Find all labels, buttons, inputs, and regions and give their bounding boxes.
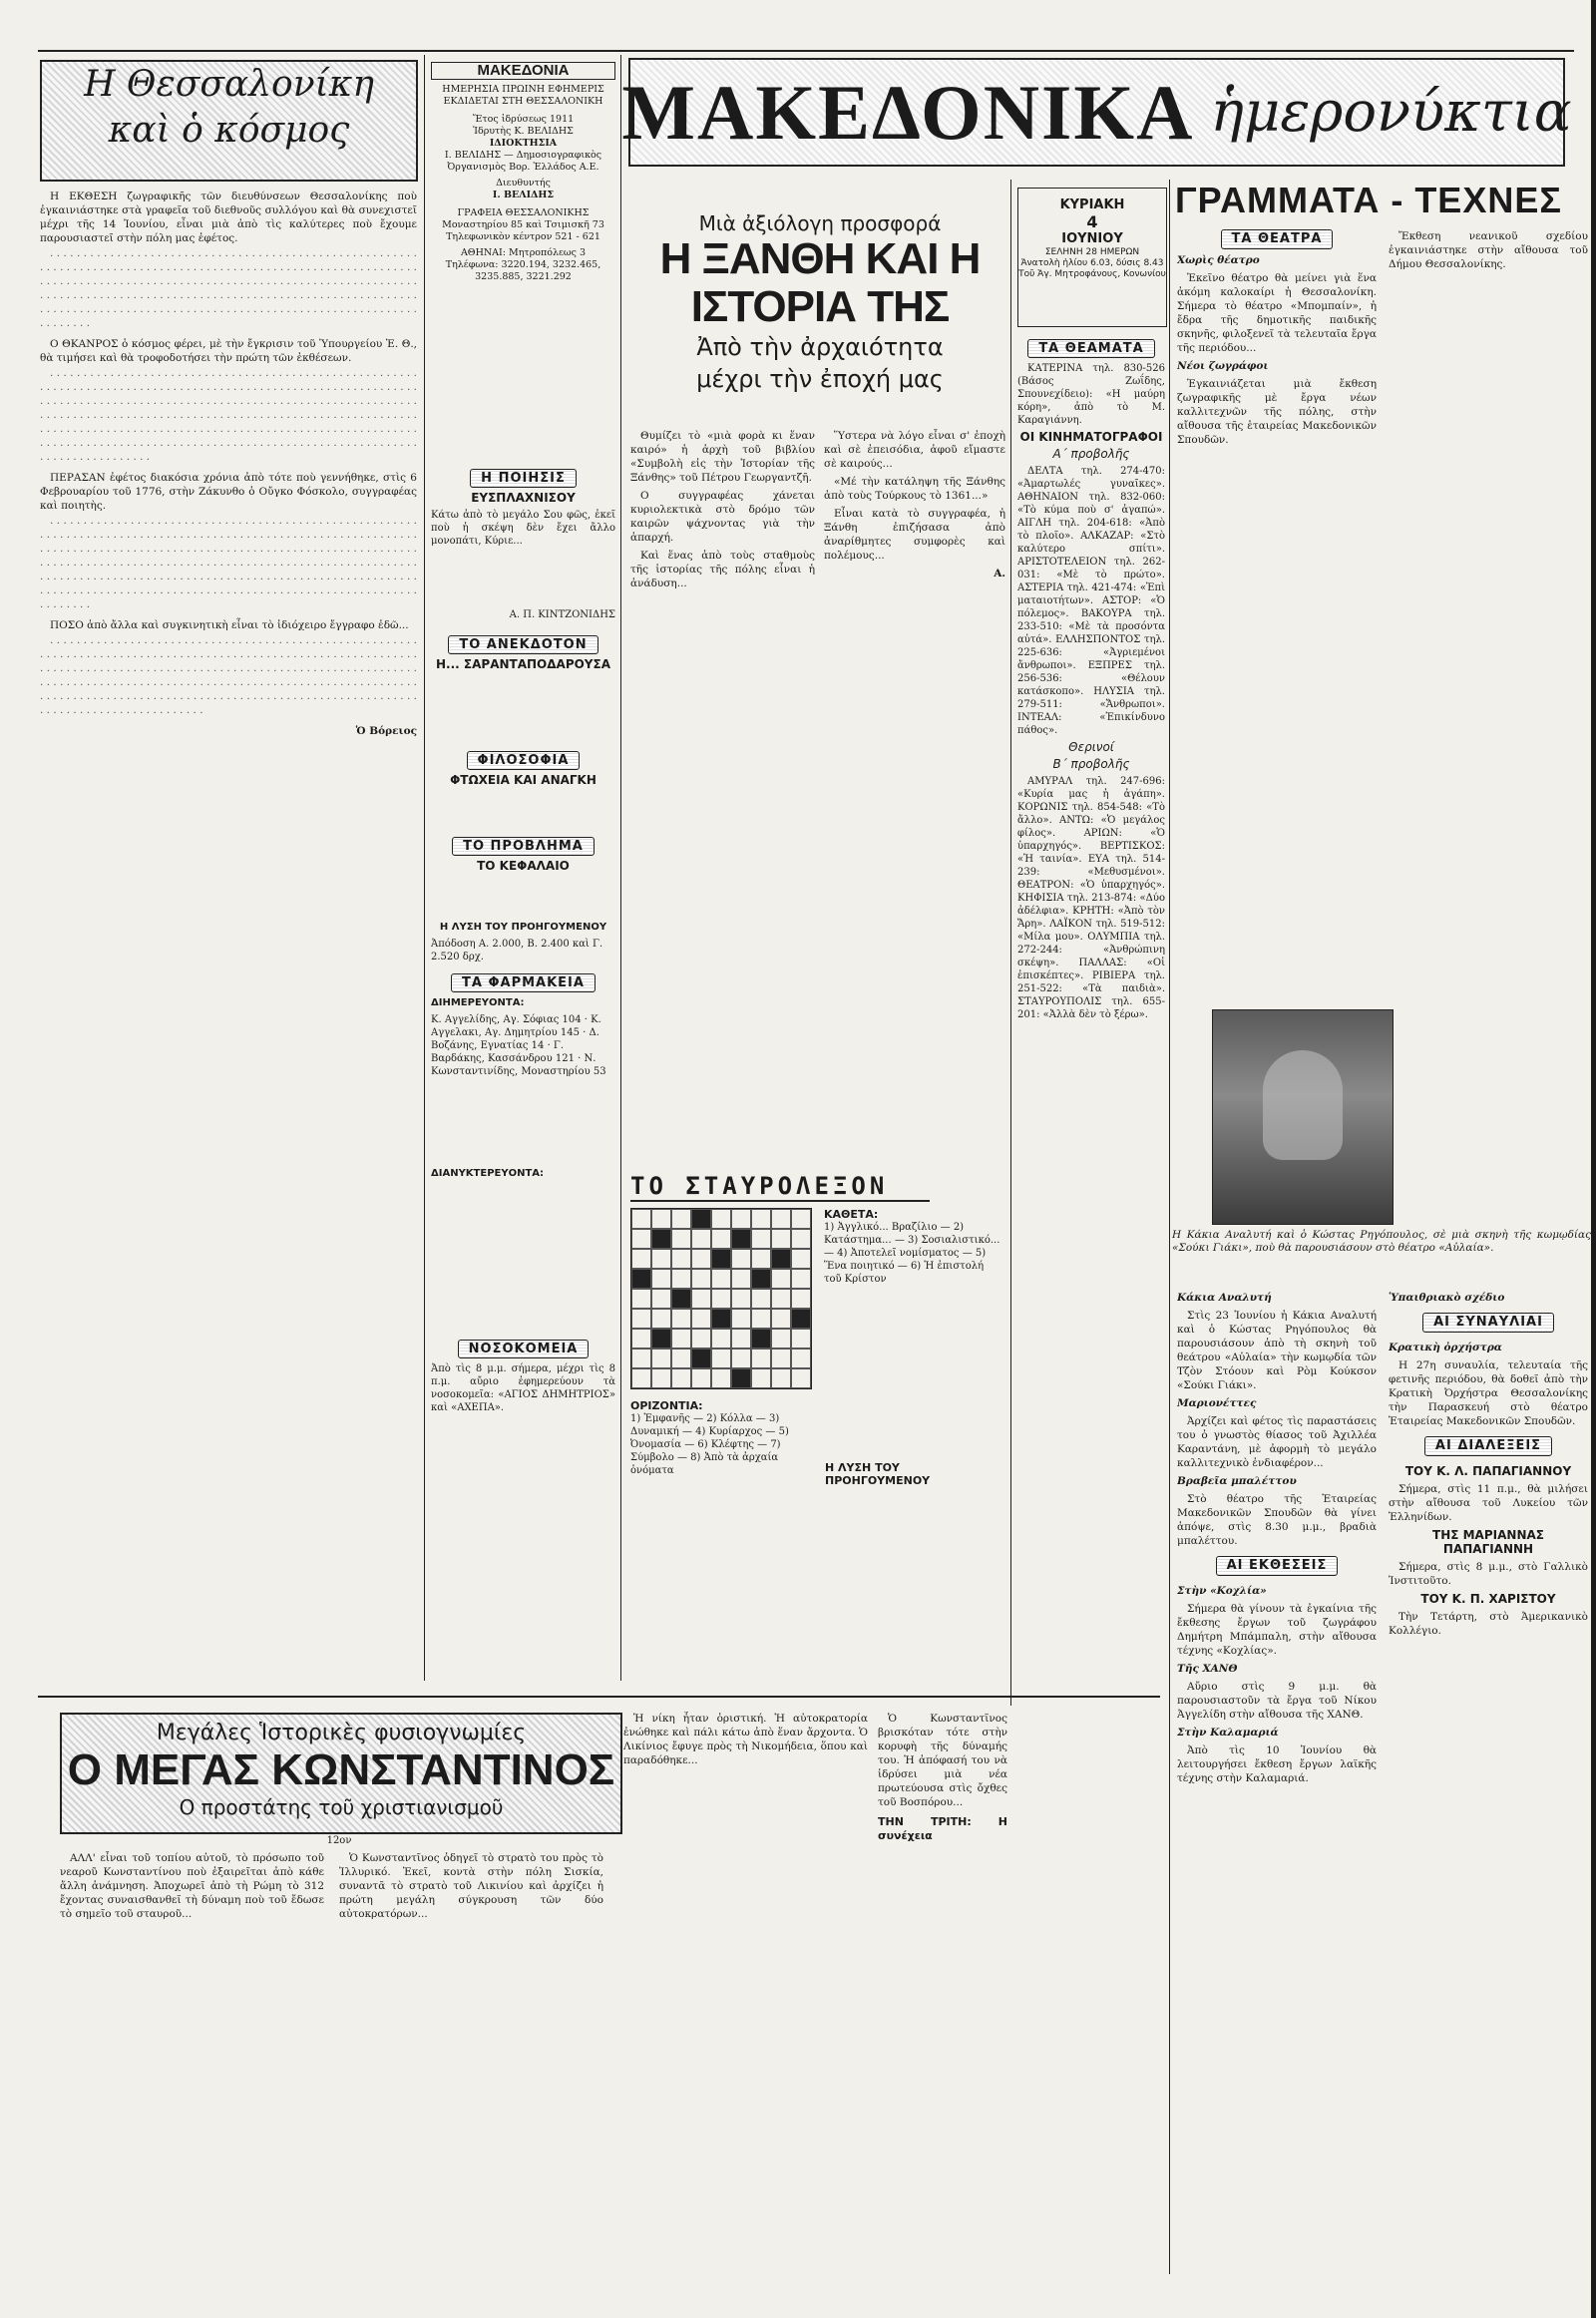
xanthi-sub1: Ἀπὸ τὴν ἀρχαιότητα: [696, 333, 944, 361]
konst-text-1: ΑΛΛ' εἶναι τοῦ τοπίου αὐτοῦ, τὸ πρόσωπο τοῦ νεαροῦ Κωνσταντίνου ποὺ ἐξαιρεῖται ἀπὸ κάθε ἄλλη ἀνάμνηση. Ἀποχωρεῖ ἀπὸ τὴ Ρώμη τὸ 312 ἔχοντας συναισθανθεῖ τὴ δύναμη ποὺ τοῦ ἔδωσε τὸ σημεῖο τοῦ σταυροῦ...: [60, 1852, 324, 1920]
theatre-text: Ἐκεῖνο θέατρο θὰ μείνει γιὰ ἕνα ἀκόμη καλοκαίρι ἡ Θεσσαλονίκη. Σήμερα τὸ θέατρο «Μπομπαίν», ἡ ἔδρα τῆς δημοτικῆς παιδικῆς σκηνῆς, φιλοξενεῖ τὰ τελευταῖα ἔργα τῆς περιόδου...: [1177, 272, 1377, 354]
cinemas-list-2: ΑΜΥΡΑΛ τηλ. 247-696: «Κυρία μας ἡ ἀγάπη». ΚΟΡΩΝΙΣ τηλ. 854-548: «Τὸ ἄλλο». ΑΝΤΩ: «Ὁ μεγάλος φίλος». ΑΡΙΩΝ: «Ὁ ὑπαρχηγός». ΒΕΡΤΙΣΚΟΣ: «Ἡ ταινία». ΕΥΑ τηλ. 514-239: «Μεθυσμένοι». ΘΕΑΤΡΟΝ: «Ὁ ὑπαρχηγός». ΚΗΦΙΣΙΑ τηλ. 213-874: «Δύο ἀδέλφια». ΚΡΗΤΗ: «Ἀπὸ τὸν Ἄρη». ΛΑΪΚΟΝ τηλ. 519-512: «Μίλα μου». ΟΛΥΜΠΙΑ τηλ. 272-244: «Ἀνθρώπινη σκέψη». ΠΑΛΛΑΣ: «Οἱ ἐπισκέπτες». ΡΙΒΙΕΡΑ τηλ. 251-522: «Τὰ παιδιὰ». ΣΤΑΥΡΟΥΠΟΛΙΣ τηλ. 655-201: «Ἀλλὰ δὲν τὸ ξέρω».: [1017, 776, 1165, 1020]
first-run-head: Α΄ προβολῆς: [1052, 447, 1130, 461]
paper-info: [431, 62, 615, 283]
konst-part: 12ον: [326, 1835, 352, 1846]
poetry-title: ΕΥΣΠΛΑΧΝΙΣΟΥ: [471, 491, 576, 505]
pharmacies-head: ΤΑ ΦΑΡΜΑΚΕΙΑ: [451, 973, 596, 992]
concerts-head: ΑΙ ΣΥΝΑΥΛΙΑΙ: [1422, 1313, 1554, 1333]
anecdote-head: ΤΟ ΑΝΕΚΔΟΤΟΝ: [448, 635, 598, 654]
lecture1-text: Σήμερα, στὶς 11 π.μ., θὰ μιλήσει στὴν αἴθουσα τοῦ Λυκείου τῶν Ἑλληνίδων.: [1389, 1483, 1588, 1523]
date-box: [1017, 188, 1167, 327]
crossword-grid: [630, 1208, 812, 1389]
xanthi-sig: Α.: [994, 568, 1005, 580]
masthead: [621, 58, 1572, 167]
konst-kicker: Μεγάλες Ἱστορικὲς φυσιογνωμίες: [156, 1721, 527, 1745]
arts-col-left-lower: [1177, 1287, 1377, 2284]
kochlias-sub: Στὴν «Κοχλία»: [1177, 1585, 1267, 1597]
xanthi-p3: Ὕστερα νὰ λόγο εἶναι σ' ἐποχὴ καὶ σὲ ἐπεισόδια, ἀφοῦ εἴμαστε σὲ καιρούς...: [824, 430, 1005, 470]
expo-sub: Ὑπαιθριακὸ σχέδιο: [1389, 1292, 1505, 1304]
poetry-text: Κάτω ἀπὸ τὸ μεγάλο Σου φῶς, ἐκεῖ ποὺ ἡ σκέψη δὲν ἔχει ἄλλο μονοπάτι, Κύριε...: [431, 510, 615, 547]
marionettes-text: Ἀρχίζει καὶ φέτος τὶς παραστάσεις του ὁ γνωστὸς θίασος τοῦ Ἀχιλλέα Καραντάνη, μὲ ἀφορμὴ τὸ μεγάλο καλλιτεχνικὸ ἐνδιαφέρον...: [1177, 1415, 1377, 1469]
xanthi-p4: Καὶ ἕνας ἀπὸ τοὺς σταθμοὺς τῆς ἱστορίας τῆς πόλης εἶναι ἡ ἀνάδυση...: [630, 550, 815, 589]
page-edge: [1591, 0, 1596, 2318]
lecture3-text: Τὴν Τετάρτη, στὸ Ἀμερικανικὸ Κολλέγιο.: [1389, 1611, 1588, 1637]
left-para-1: Η ΕΚΘΕΣΗ ζωγραφικῆς τῶν διευθύνσεων Θεσσαλονίκης ποὺ ἐγκαινιάστηκε στὰ γραφεῖα τοῦ διεθνοῦς συλλόγου καὶ θὰ συνεχιστεῖ μέχρι τῆς 14 Ἰουνίου, εἶναι μιὰ ἀπὸ τὶς καλύτερες ποὺ ἔχουμε παρουσιαστεῖ στὴν πόλη μας ἐφέτος.: [40, 191, 417, 244]
xano-sub: Τῆς ΧΑΝΘ: [1177, 1663, 1238, 1675]
paper-founder: Ἱδρυτὴς Κ. ΒΕΛΙΔΗΣ: [473, 126, 574, 137]
xanthi-col-1: [630, 429, 815, 1157]
problem-title: ΤΟ ΚΕΦΑΛΑΙΟ: [477, 859, 570, 873]
marionettes-sub: Μαριονέττες: [1177, 1397, 1257, 1409]
lectures-head: ΑΙ ΔΙΑΛΕΞΕΙΣ: [1424, 1436, 1552, 1456]
xanthi-headline: [630, 211, 1009, 395]
kalamaria-text: Ἀπὸ τὶς 10 Ἰουνίου θὰ λειτουργήσει ἔκθεση ἔργων λαϊκῆς τέχνης στὴν Καλαμαριά.: [1177, 1744, 1377, 1784]
crossword-down-text: 1) Ἀγγλικό... Βραζίλιο — 2) Κατάστημα... — 3) Σοσιαλιστικό... — 4) Ἀποτελεῖ νομίσματος — 5) Ἕνα ποιητικό — 6) Ἡ ἐπιστολή τοῦ Κρίστον: [824, 1222, 1000, 1285]
crossword-solution-head: Η ΛΥΣΗ ΤΟΥ ΠΡΟΗΓΟΥΜΕΝΟΥ: [825, 1461, 931, 1487]
paper-founded: Ἔτος ἱδρύσεως 1911: [472, 114, 575, 125]
konst-title: Ο ΜΕΓΑΣ ΚΩΝΣΤΑΝΤΙΝΟΣ: [67, 1745, 615, 1794]
date-sun: Ἀνατολὴ ἡλίου 6.03, δύσις 8.43: [1020, 258, 1164, 268]
philosophy-head: ΦΙΛΟΣΟΦΙΑ: [467, 751, 581, 770]
paper-ownership: ΙΔΙΟΚΤΗΣΙΑ: [489, 138, 558, 149]
kochlias-text: Σήμερα θὰ γίνουν τὰ ἐγκαίνια τῆς ἔκθεσης ἔργων τοῦ ζωγράφου Δημήτρη Μπάμπαλη, στὴν αἴθουσα τέχνης «Κοχλίας».: [1177, 1603, 1377, 1657]
school-sub: Βραβεῖα μπαλέττου: [1177, 1475, 1297, 1487]
date-saints: Τοῦ Ἁγ. Μητροφάνους, Κονωνίου: [1018, 269, 1166, 279]
konst-text-3: Ἡ νίκη ἦταν ὁριστική. Ἡ αὐτοκρατορία ἐνώθηκε καὶ πάλι κάτω ἀπὸ ἕναν ἄρχοντα. Ὁ Λικίνιος ἔφυγε πρὸς τὴ Νικομήδεια, ὅπου καὶ παραδόθηκε...: [623, 1713, 868, 1766]
kakia-sub: Κάκια Αναλυτή: [1177, 1292, 1272, 1304]
paper-athens: ΑΘΗΝΑΙ: Μητροπόλεως 3: [460, 247, 587, 258]
column-rule-2: [620, 55, 621, 1681]
xanthi-title: Η ΞΑΝΘΗ ΚΑΙ Η ΙΣΤΟΡΙΑ ΤΗΣ: [659, 234, 981, 331]
concert-sub: Κρατικὴ ὀρχήστρα: [1389, 1342, 1502, 1353]
cinemas-list-1: ΔΕΛΤΑ τηλ. 274-470: «Ἀμαρτωλές γυναῖκες». ΑΘΗΝΑΙΟΝ τηλ. 832-060: «Τὸ κύμα ποὺ σ' ἀγαπώ». ΑΙΓΛΗ τηλ. 204-618: «Ἀπὸ τὸ πλοῖο». ΑΛΚΑΖΑΡ: «Στὸ καλύτερο σπίτι». ΑΡΙΣΤΟΤΕΛΕΙΟΝ τηλ. 262-031: «Μὲ τὸ πρώτο». ΑΣΤΕΡΙΑ τηλ. 421-474: «Ἐπὶ ματαιοτήτων». ΑΣΤΟΡ: «Ὁ πόλεμος». ΒΑΚΟΥΡΑ τηλ. 233-510: «Μὲ τὰ προσόντα αὐτά». ΕΛΛΗΣΠΟΝΤΟΣ τηλ. 225-636: «Ἀγριεμένοι ἄνθρωποι». ΕΞΠΡΕΣ τηλ. 256-536: «Θέλουν κατάσκοπο». ΗΛΥΣΙΑ τηλ. 279-511: «Ἄνθρωποι». ΙΝΤΕΑΛ: «Ἐπικίνδυνο πάθος».: [1017, 466, 1165, 736]
paper-publisher: Ι. ΒΕΛΙΔΗΣ — Δημοσιογραφικὸς Ὀργανισμὸς Βορ. Ἑλλάδος Α.Ε.: [444, 150, 602, 173]
theatre-photo: [1212, 1009, 1394, 1225]
paper-subtitle: ΗΜΕΡΗΣΙΑ ΠΡΩΙΝΗ ΕΦΗΜΕΡΙΣ ΕΚΔΙΔΕΤΑΙ ΣΤΗ ΘΕΣΣΑΛΟΝΙΚΗ: [442, 84, 604, 107]
banner-line2: καὶ ὁ κόσμος: [108, 110, 350, 151]
column-rule-3: [1010, 180, 1011, 1706]
konst-col-3: [623, 1712, 868, 2280]
problem-solution-head: Η ΛΥΣΗ ΤΟΥ ΠΡΟΗΓΟΥΜΕΝΟΥ: [439, 922, 607, 933]
date-day: ΚΥΡΙΑΚΗ: [1059, 197, 1125, 212]
column-rule-4: [1169, 180, 1170, 2274]
shows-head: ΤΑ ΘΕΑΜΑΤΑ: [1027, 339, 1154, 358]
paper-logo: ΜΑΚΕΔΟΝΙΑ: [431, 62, 615, 80]
anecdote-title: Η... ΣΑΡΑΝΤΑΠΟΔΑΡΟΥΣΑ: [436, 657, 610, 671]
exhibits-head: ΑΙ ΕΚΘΕΣΕΙΣ: [1216, 1556, 1339, 1576]
konst-col-1: [60, 1851, 324, 2280]
photo-caption: Η Κάκια Αναλυτή καὶ ὁ Κώστας Ρηγόπουλος, σὲ μιὰ σκηνὴ τῆς κωμῳδίας «Σούκι Γιάκι», ποὺ θὰ παρουσιάσουν στὸ θέατρο «Αὐλαία».: [1172, 1229, 1591, 1254]
xanthi-p5: «Μέ τὴν κατάληψη τῆς Ξάνθης ἀπὸ τοὺς Τούρκους τὸ 1361...»: [824, 476, 1005, 502]
konst-col-4: [878, 1712, 1007, 2280]
lecture2-head: ΤΗΣ ΜΑΡΙΑΝΝΑΣ ΠΑΠΑΓΙΑΝΝΗ: [1432, 1528, 1544, 1556]
crossword-across-text: 1) Ἐμφανῆς — 2) Κόλλα — 3) Δυναμική — 4) Κυρίαρχος — 5) Ὀνομασία — 6) Κλέφτης — 7) Σύμβολο — 8) Ἀπὸ τὰ ἀρχαία ὀνόματα: [630, 1413, 789, 1476]
left-para-3: ΠΕΡΑΣΑΝ ἐφέτος διακόσια χρόνια ἀπὸ τότε ποὺ γεννήθηκε, στὶς 6 Φεβρουαρίου τοῦ 1776, στὴν Ζάκυνθο ὁ Οὔγκο Φόσκολο, συγγραφέας καὶ ποιητὴς.: [40, 472, 417, 512]
crossword-solution: [825, 1461, 1004, 1487]
crossword-across-head: ΟΡΙΖΟΝΤΙΑ:: [630, 1399, 703, 1412]
shows-column: [1017, 339, 1165, 2284]
paper-athens-phones: Τηλέφωνα: 3220.194, 3232.465, 3235.885, 3221.292: [445, 259, 601, 282]
crossword-down-head: ΚΑΘΕΤΑ:: [824, 1208, 879, 1221]
paper-director-label: Διευθυντής: [496, 178, 551, 189]
top-rule: [38, 50, 1574, 52]
xanthi-sub2: μέχρι τὴν ἐποχή μας: [696, 365, 944, 393]
pharmacies-sub1: ΔΙΗΜΕΡΕΥΟΝΤΑ:: [431, 997, 525, 1008]
concert-text: Η 27η συναυλία, τελευταία τῆς φετινῆς περιόδου, θὰ δοθεῖ ἀπὸ τὴν Κρατικὴ Ὀρχήστρα Θεσσαλονίκης τὴν Παρασκευή στὸ θέατρο Ἑταιρείας Μακεδονικῶν Σπουδῶν.: [1389, 1359, 1588, 1427]
theatre-sub: Χωρὶς θέατρο: [1177, 254, 1260, 266]
left-para-4: ΠΟΣΟ ἀπὸ ἄλλα καὶ συγκινητικὴ εἶναι τὸ ἰδιόχειρο ἔγγραφο ἐδῶ...: [50, 619, 409, 631]
kalamaria-sub: Στὴν Καλαμαριά: [1177, 1727, 1279, 1738]
lecture1-head: ΤΟΥ Κ. Λ. ΠΑΠΑΓΙΑΝΝΟΥ: [1404, 1464, 1572, 1478]
date-num: 4: [1086, 212, 1098, 231]
arts-col-left: [1177, 229, 1377, 987]
school-text: Στὸ θέατρο τῆς Ἑταιρείας Μακεδονικῶν Σπουδῶν θὰ γίνει ἀπόψε, στὶς 8.30 μ.μ., βραδιὰ μπαλέττου.: [1177, 1493, 1377, 1547]
kakia-text: Στὶς 23 Ἰουνίου ἡ Κάκια Αναλυτή καὶ ὁ Κώστας Ρηγόπουλος θὰ παρουσιάσουν ἀπὸ τὴ σκηνὴ τοῦ θεάτρου «Αὐλαία» τὴν κωμῳδία τῶν Τζὸν Στόουν καὶ Ρὸμ Κούκσον «Σούκι Γιάκι».: [1177, 1310, 1377, 1391]
crossword-title: ΤΟ ΣΤΑΥΡΟΛΕΞΟΝ: [630, 1172, 930, 1202]
arts-title: ΓΡΑΜΜΑΤΑ - ΤΕΧΝΕΣ: [1175, 180, 1562, 220]
theatre-head: ΤΑ ΘΕΑΤΡΑ: [1221, 229, 1334, 249]
problem-head: ΤΟ ΠΡΟΒΛΗΜΑ: [452, 837, 595, 856]
konst-text-2: Ὁ Κωνσταντῖνος ὁδηγεῖ τὸ στρατὸ του πρὸς τὸ Ἰλλυρικό. Ἐκεῖ, κοντὰ στὴν πόλη Σισκία, συναντᾶ τὸ στρατὸ τοῦ Λικινίου καὶ ἀρχίζει ἡ πρώτη μεγάλη σύγκρουση τῶν δύο αὐτοκρατόρων...: [339, 1852, 603, 1920]
poetry-author: Α. Π. ΚΙΝΤΖΟΝΙΔΗΣ: [509, 609, 615, 620]
xanthi-p2: Ο συγγραφέας χάνεται κυριολεκτικὰ στὸ δρόμο τῶν καιρῶν ψάχνοντας γιὰ τὴν ἀπαρχή.: [630, 490, 815, 544]
cinemas-head: ΟΙ ΚΙΝΗΜΑΤΟΓΡΑΦΟΙ: [1019, 430, 1163, 444]
konstantinos-banner: [60, 1713, 622, 1834]
hospitals-head: ΝΟΣΟΚΟΜΕΙΑ: [458, 1340, 590, 1358]
left-footer-sig: Ὁ Βόρειος: [355, 725, 417, 737]
date-month: ΙΟΥΝΙΟΥ: [1061, 231, 1123, 246]
left-column: Η ΕΚΘΕΣΗ ζωγραφικῆς τῶν διευθύνσεων Θεσσαλονίκης ποὺ ἐγκαινιάστηκε στὰ γραφεῖα τοῦ διεθνοῦς συλλόγου καὶ θὰ συνεχιστεῖ μέχρι τῆς 14 Ἰουνίου, εἶναι μιὰ ἀπὸ τὶς καλύτερες ποὺ ἔχουμε παρουσιαστεῖ στὴν πόλη μας ἐφέτος. · · · · · · · · · · · · · · · · · · · · · · · · · · · · · · · · · · · · · · · · · · · · · · · · · · · · · · · · · · · · · · · · · · · · · · · · · · · · · · · · · · · · · · · · · · · · · · · · · · · · · · · · · · · · · · · · · · · · · · · · · · · · · · · · · · · · · · · · · · · · · · · · · · · · · · · · · · · · · · · · · · · · · · · · · · · · · · · · · · · · · · · · · · · · · · · · · · · · · · · · · · · · · · · · · · · · · · · · · · · · · · · · · · · · · · · · · · · · · · · · · · · · · · · · · · · · · · · · · · · · · · · · · · · · · · · · · · · · · · · · · · · · · · · · · · · Ο ΘΚΑΝΡΟΣ ὁ κόσμος φέρει, μὲ τὴν ἔγκρισιν τοῦ Ὑπουργείου Ἐ. Θ., θὰ τιμήσει καὶ θὰ τροφοδοτήσει τὴν πρώτη τῶν ἐκθέσεων. · · · · · · · · · · · · · · · · · · · · · · · · · · · · · · · · · · · · · · · · · · · · · · · · · · · · · · · · · · · · · · · · · · · · · · · · · · · · · · · · · · · · · · · · · · · · · · · · · · · · · · · · · · · · · · · · · · · · · · · · · · · · · · · · · · · · · · · · · · · · · · · · · · · · · · · · · · · · · · · · · · · · · · · · · · · · · · · · · · · · · · · · · · · · · · · · · · · · · · · · · · · · · · · · · · · · · · · · · · · · · · · · · · · · · · · · · · · · · · · · · · · · · · · · · · · · · · · · · · · · · · · · · · · · · · · · · · · · · · · · · · · · · · · · · · · · · · · · · · · · · · · · · · · · · · · · · · · · · · · · · · · · · · · · · · · · · · · · · · · · · · · · · · · · · · · · · · · · · ΠΕΡΑΣΑΝ ἐφέτος διακόσια χρόνια ἀπὸ τότε ποὺ γεννήθηκε, στὶς 6 Φεβρουαρίου τοῦ 1776, στὴν Ζάκυνθο ὁ Οὔγκο Φόσκολο, συγγραφέας καὶ ποιητὴς. · · · · · · · · · · · · · · · · · · · · · · · · · · · · · · · · · · · · · · · · · · · · · · · · · · · · · · · · · · · · · · · · · · · · · · · · · · · · · · · · · · · · · · · · · · · · · · · · · · · · · · · · · · · · · · · · · · · · · · · · · · · · · · · · · · · · · · · · · · · · · · · · · · · · · · · · · · · · · · · · · · · · · · · · · · · · · · · · · · · · · · · · · · · · · · · · · · · · · · · · · · · · · · · · · · · · · · · · · · · · · · · · · · · · · · · · · · · · · · · · · · · · · · · · · · · · · · · · · · · · · · · · · · · · · · · · · · · · · · · · · · · · · · · · · · · · · · · · · · · · · · · · · · · · · · · · · · · · · · · · · · · · · · · · · · · · · · · · · · · · · · · · · · · · ΠΟΣΟ ἀπὸ ἄλλα καὶ συγκινητικὴ εἶναι τὸ ἰδιόχειρο ἔγγραφο ἐδῶ... · · · · · · · · · · · · · · · · · · · · · · · · · · · · · · · · · · · · · · · · · · · · · · · · · · · · · · · · · · · · · · · · · · · · · · · · · · · · · · · · · · · · · · · · · · · · · · · · · · · · · · · · · · · · · · · · · · · · · · · · · · · · · · · · · · · · · · · · · · · · · · · · · · · · · · · · · · · · · · · · · · · · · · · · · · · · · · · · · · · · · · · · · · · · · · · · · · · · · · · · · · · · · · · · · · · · · · · · · · · · · · · · · · · · · · · · · · · · · · · · · · · · · · · · · · · · · · · · · · · · · · · · · · · · · · · · · · · · · · · · · · · · · · · · · · · · · · · · · · · · · · · · · · · · Ὁ Βόρειος: [40, 191, 417, 737]
konst-text-4: Ὁ Κωνσταντῖνος βρισκόταν τότε στὴν κορυφὴ τῆς δύναμής του. Ἡ ἀπόφασή του νὰ ἱδρύσει μιὰ νέα πρωτεύουσα στὶς ὄχθες τοῦ Βοσπόρου...: [878, 1713, 1007, 1808]
paper-address: ΓΡΑΦΕΙΑ ΘΕΣΣΑΛΟΝΙΚΗΣ Μοναστηρίου 85 καὶ Τσιμισκῆ 73: [442, 207, 604, 230]
pharmacies-list: Κ. Αγγελίδης, Αγ. Σόφιας 104 · Κ. Αγγελακι, Αγ. Δημητρίου 145 · Δ. Βοζάνης, Εγνατίας 14 · Γ. Βαρδάκης, Κασσάνδρου 121 · Ν. Κωνσταντινίδης, Μοναστηρίου 53: [431, 1014, 606, 1077]
lecture2-text: Σήμερα, στὶς 8 μ.μ., στὸ Γαλλικὸ Ἰνστιτοῦτο.: [1389, 1561, 1588, 1587]
masthead-right: ἡμερονύκτια: [1210, 80, 1572, 145]
arts-col-right-lower: [1389, 1287, 1588, 2284]
problem-solution: Ἀπόδοση Α. 2.000, Β. 2.400 καὶ Γ. 2.520 δρχ.: [431, 939, 603, 963]
banner-line1: Η Θεσσαλονίκη: [84, 64, 374, 105]
masthead-left: ΜΑΚΕΔΟΝΙΚΑ: [621, 68, 1195, 156]
middle-column: [431, 469, 615, 1414]
crossword-across: [630, 1399, 810, 1477]
hospitals-text: Ἀπὸ τὶς 8 μ.μ. σήμερα, μέχρι τὶς 8 π.μ. αὔριο ἐφημερεύουν τὰ νοσοκομεῖα: «ΑΓΙΟΣ ΔΗΜΗΤΡΙΟΣ» καὶ «ΑΧΕΠΑ».: [431, 1363, 615, 1413]
shows-theatre: ΚΑΤΕΡΙΝΑ τηλ. 830-526 (Βάσος Ζωΐδης, Σπουνεχίδειο): «Η μαύρη κόρη», ἀπὸ τὸ Μ. Καραγιάννη.: [1017, 363, 1165, 426]
xanthi-kicker: Μιὰ ἀξιόλογη προσφορά: [698, 211, 942, 235]
arts-col-right: [1389, 229, 1588, 987]
paper-director: Ι. ΒΕΛΙΔΗΣ: [492, 190, 555, 200]
crossword-down: [824, 1208, 1003, 1389]
summer-head: Θερινοί: [1068, 740, 1114, 754]
second-run-head: Β΄ προβολῆς: [1052, 757, 1130, 771]
young-sub: Νέοι ζωγράφοι: [1177, 360, 1269, 372]
pharmacies-sub2: ΔΙΑΝΥΚΤΕΡΕΥΟΝΤΑ:: [431, 1168, 545, 1179]
konst-continued: ΤΗΝ ΤΡΙΤΗ: Η συνέχεια: [878, 1815, 1007, 1842]
young-text: Ἐγκαινιάζεται μιὰ ἔκθεση ζωγραφικῆς μὲ ἔργα νέων καλλιτεχνῶν τῆς πόλης, στὴν αἴθουσα τῆς ἑταιρείας Μακεδονικῶν Σπουδῶν.: [1177, 378, 1377, 446]
poetry-head: Η ΠΟΙΗΣΙΣ: [470, 469, 577, 488]
expo-text: Ἔκθεση νεανικοῦ σχεδίου ἐγκαινιάστηκε στὴν αἴθουσα τοῦ Δήμου Θεσσαλονίκης.: [1389, 230, 1588, 270]
konst-sub: Ο προστάτης τοῦ χριστιανισμοῦ: [179, 1795, 504, 1819]
paper-phones: Τηλεφωνικὸν κέντρον 521 - 621: [446, 231, 600, 242]
column-rule-1: [424, 55, 425, 1681]
lecture3-head: ΤΟΥ Κ. Π. ΧΑΡΙΣΤΟΥ: [1420, 1592, 1556, 1606]
konst-col-2: [339, 1851, 603, 2280]
date-moon: ΣΕΛΗΝΗ 28 ΗΜΕΡΩΝ: [1044, 247, 1140, 257]
xano-text: Αὔριο στὶς 9 μ.μ. θὰ παρουσιαστοῦν τὰ ἔργα τοῦ Νίκου Ἀγγελίδη στὴν αἴθουσα τῆς ΧΑΝΘ.: [1177, 1681, 1377, 1721]
left-para-2: Ο ΘΚΑΝΡΟΣ ὁ κόσμος φέρει, μὲ τὴν ἔγκρισιν τοῦ Ὑπουργείου Ἐ. Θ., θὰ τιμήσει καὶ θὰ τροφοδοτήσει τὴν πρώτη τῶν ἐκθέσεων.: [40, 338, 417, 364]
xanthi-p6: Εἶναι κατὰ τὸ συγγραφέα, ἡ Ξάνθη ἐπιζήσασα ἀπὸ ἀναρίθμητες συμφορὲς καὶ πολέμους...: [824, 508, 1005, 562]
xanthi-col-2: [824, 429, 1005, 1157]
section-rule: [38, 1696, 1160, 1698]
thessaloniki-banner: [40, 60, 418, 182]
xanthi-p1: Θυμίζει τὸ «μιὰ φορὰ κι ἕναν καιρό» ἡ ἀρχὴ τοῦ βιβλίου «Συμβολὴ εἰς τὴν Ἱστορίαν τῆς Ξάνθης» τοῦ Πέτρου Γεωργαντζῆ.: [630, 430, 815, 484]
philosophy-title: ΦΤΩΧΕΙΑ ΚΑΙ ΑΝΑΓΚΗ: [450, 773, 597, 787]
crossword: [630, 1172, 1003, 1487]
